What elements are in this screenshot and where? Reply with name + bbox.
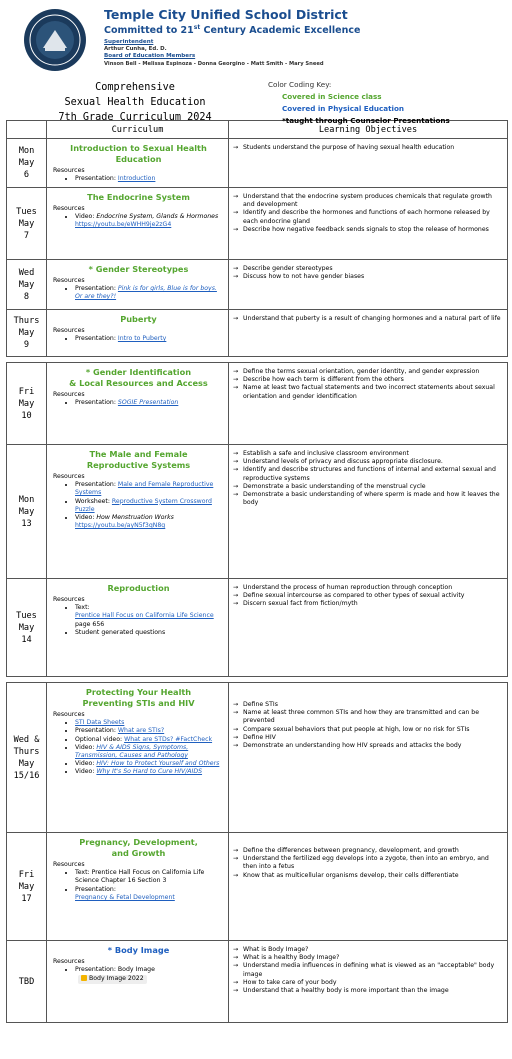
video-link[interactable]: What are STDs? #FactCheck [124,735,213,743]
table-row [7,310,508,357]
objective-item: → Understand the fertilized egg develops into a zygote, then into an embryo, and then into a fetus [233,855,503,871]
resources-label: Resources [53,167,85,174]
resources-label: Resources [53,205,85,212]
resource-item: • Optional video: What are STDs? #FactCheck [75,736,224,744]
resources-label: Resources [53,277,85,284]
resources-label: Resources [53,861,85,868]
day-cell: Fri May 10 [7,363,47,445]
table-row [7,139,508,188]
table-row [7,579,508,677]
topic-title: Puberty [120,314,157,324]
topic-title: * Body Image [107,945,170,955]
video-link[interactable]: Why It's So Hard to Cure HIV/AIDS [96,768,203,776]
objective-item: → Demonstrate a basic understanding of where sperm is made and how it leaves the body [233,491,503,507]
objective-item: → Understand that puberty is a result of changing hormones and a natural part of life [233,315,503,323]
topic-title: * Gender Identification & Local Resources and Access [69,367,208,388]
resource-item: • Text: Prentice Hall Focus on California Life Science page 656 [75,604,224,629]
objective-item: → Define the terms sexual orientation, gender identity, and gender expression [233,368,503,376]
table-row [7,833,508,941]
objective-item: → How to take care of your body [233,979,503,987]
table-row [7,260,508,310]
resource-item: • Presentation: SOGIE Presentation [75,399,224,407]
key-pe: Covered in Physical Education [282,104,405,113]
resources-label: Resources [53,596,85,603]
district-seal-logo [23,8,87,72]
resources-label: Resources [53,327,85,334]
resource-item: • Video: How Menstruation Works https://youtu.be/ayN5f3qN8g [75,514,224,530]
table-row [7,445,508,579]
topic-title: Protecting Your Health Preventing STIs and HIV [82,687,195,708]
resources-label: Resources [53,711,85,718]
topic-title: Introduction to Sexual Health Education [70,143,207,164]
day-cell: Thurs May 9 [7,310,47,357]
topic-title: * Gender Stereotypes [88,264,189,274]
objective-item: → Describe gender stereotypes [233,265,503,273]
document-title: Comprehensive Sexual Health Education 7th Grade Curriculum 2024 [58,82,212,123]
resource-item: • Student generated questions [75,629,224,637]
topic-title: Pregnancy, Development, and Growth [79,837,198,858]
objective-item: → Demonstrate a basic understanding of the menstrual cycle [233,483,503,491]
objective-item: → Understand that the endocrine system produces chemicals that regulate growth and development [233,193,503,209]
resource-item: • Presentation: Body Image Body Image 2022 [75,966,224,983]
resource-item: • Text: Prentice Hall Focus on California Life Science Chapter 16 Section 3 [75,869,224,885]
day-cell: Tues May 14 [7,579,47,677]
file-chip[interactable]: Body Image 2022 [78,975,147,983]
objective-item: → Understand that a healthy body is more important than the image [233,987,503,995]
key-counselor: *taught through Counselor Presentations [282,116,450,125]
objective-item: → Define HIV [233,734,503,742]
resource-item: • Video: HIV & AIDS Signs, Symptoms, Transmission, Causes and Pathology [75,744,224,760]
table-row [7,363,508,445]
data-sheets-link[interactable]: STI Data Sheets [75,719,125,727]
resource-item: • Video: Why It's So Hard to Cure HIV/AIDS [75,768,224,776]
objective-item: → Compare sexual behaviors that put people at high, low or no risk for STIs [233,726,503,734]
presentation-link[interactable]: What are STIs? [117,727,165,735]
textbook-link[interactable]: Prentice Hall Focus on California Life Science [75,612,214,620]
day-cell: Wed & Thurs May 15/16 [7,683,47,833]
resources-label: Resources [53,473,85,480]
presentation-link[interactable]: Male and Female Reproductive Systems [75,481,214,497]
resource-item: • Presentation: Pink is for girls, Blue is for boys. Or are they?! [75,285,224,301]
day-cell: Wed May 8 [7,260,47,310]
objective-item: → Discern sexual fact from fiction/myth [233,600,503,608]
topic-title: The Male and Female Reproductive Systems [86,449,191,470]
board-members: Vinson Bell - Melissa Espinoza - Donna Georgino - Matt Smith - Mary Sneed [104,61,324,67]
curriculum-header: Curriculum [47,121,229,139]
resource-item: • Presentation: What are STIs? [75,727,224,735]
video-link[interactable]: https://youtu.be/eWHH9je2zG4 [75,221,172,229]
day-cell: Tues May 7 [7,188,47,260]
objective-item: → Identify and describe structures and functions of internal and external sexual and reproductive systems [233,466,503,482]
objective-item: → Students understand the purpose of having sexual health education [233,144,503,152]
superintendent-label: Superintendent [104,39,154,45]
presentation-link[interactable]: Pink is for girls, Blue is for boys. Or are they?! [75,285,217,301]
resource-item [75,719,224,727]
presentation-link[interactable]: SOGIE Presentation [117,399,179,407]
topic-title: The Endocrine System [87,192,190,202]
resource-item: • Presentation: Male and Female Reproductive Systems [75,481,224,497]
objective-item: → Know that as multicellular organisms develop, their cells differentiate [233,872,503,880]
slides-file-icon [81,975,87,981]
resource-item: • Presentation: Introduction [75,175,224,183]
table-row [7,188,508,260]
superintendent-name: Arthur Cunha, Ed. D. [104,46,167,52]
table-row [7,941,508,1023]
day-cell: TBD [7,941,47,1023]
objective-item: → Discuss how to not have gender biases [233,273,503,281]
objectives-header: Learning Objectives [229,121,508,139]
color-coding-key [268,79,450,127]
worksheet-link[interactable]: Reproductive System Crossword Puzzle [75,497,212,513]
board-label: Board of Education Members [104,53,196,59]
resource-item: • Presentation: Intro to Puberty [75,335,224,343]
resources-label: Resources [53,391,85,398]
district-tagline: Committed to 21st Century Academic Excellence [104,24,361,37]
day-cell: Mon May 13 [7,445,47,579]
video-link[interactable]: https://youtu.be/ayN5f3qN8g [75,522,166,530]
objective-item: → Define sexual intercourse as compared to other types of sexual activity [233,592,503,600]
objective-item: → Demonstrate an understanding how HIV spreads and attacks the body [233,742,503,750]
district-title: Temple City Unified School District [104,7,348,22]
key-science: Covered in Science class [282,92,382,101]
resource-item: • Video: Endocrine System, Glands & Hormones https://youtu.be/eWHH9je2zG4 [75,213,224,229]
resource-item: • Video: HIV: How to Protect Yourself and Others [75,760,224,768]
objective-item: → Understand levels of privacy and discuss appropriate disclosure. [233,458,503,466]
topic-title: Reproduction [107,583,170,593]
objective-item: → Name at least three common STIs and how they are transmitted and can be prevented [233,709,503,725]
presentation-link[interactable]: Intro to Puberty [117,335,167,343]
resource-item: • Worksheet: Reproductive System Crossword Puzzle [75,498,224,514]
presentation-link[interactable]: Introduction [117,175,156,183]
video-link[interactable]: HIV & AIDS Signs, Symptoms, Transmission, Causes and Pathology [75,743,189,760]
objective-item: → Define STIs [233,701,503,709]
video-link[interactable]: HIV: How to Protect Yourself and Others [96,760,220,768]
table-row [7,683,508,833]
presentation-link[interactable]: Pregnancy & Fetal Development [75,893,175,901]
objective-item: → Define the differences between pregnancy, development, and growth [233,847,503,855]
objective-item: → Name at least two factual statements and two incorrect statements about sexual orientation and gender identification [233,384,503,400]
key-title: Color Coding Key: [268,80,332,89]
day-cell: Fri May 17 [7,833,47,941]
day-cell: Mon May 6 [7,139,47,188]
objective-item: → What is a healthy Body Image? [233,954,503,962]
curriculum-table [6,120,508,1023]
objective-item: → Understand the process of human reproduction through conception [233,584,503,592]
resource-item: • Presentation: Pregnancy & Fetal Development [75,886,224,902]
resources-label: Resources [53,958,85,965]
letterhead [0,0,512,125]
objective-item: → What is Body Image? [233,946,503,954]
objective-item: → Understand media influences in defining what is viewed as an "acceptable" body image [233,962,503,978]
objective-item: → Describe how negative feedback sends signals to stop the release of hormones [233,226,503,234]
objective-item: → Establish a safe and inclusive classroom environment [233,450,503,458]
objective-item: → Describe how each term is different from the others [233,376,503,384]
objective-item: → Identify and describe the hormones and functions of each hormone released by each endocrine gland [233,209,503,225]
